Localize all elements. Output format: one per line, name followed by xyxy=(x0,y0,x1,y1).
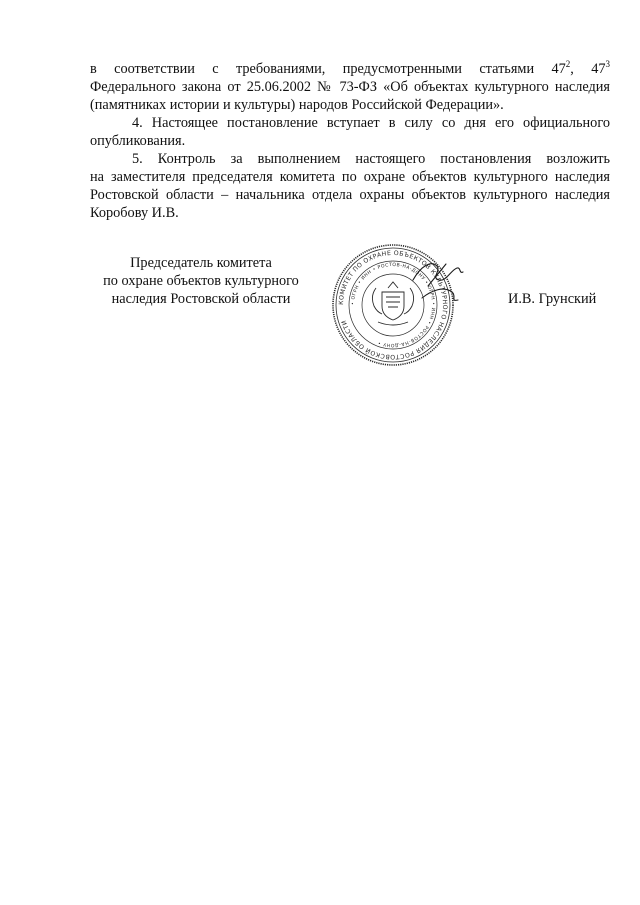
signatory-name: И.В. Грунский xyxy=(508,291,597,307)
signatory-position xyxy=(86,254,316,308)
paragraph-3-line-3: (памятниках истории и культуры) народов Российской Федерации». xyxy=(90,97,504,113)
superscript-article-1: 2 xyxy=(565,59,571,69)
svg-text:• ОГРН • ИНН • РОСТОВ-НА-ДОНУ: • ОГРН • ИНН • РОСТОВ-НА-ДОНУ • ОГРН • ИНН • РОСТОВ-НА-ДОНУ • xyxy=(350,262,436,348)
document-body xyxy=(90,60,610,222)
official-seal-stamp xyxy=(318,240,468,370)
paragraph-3-text-mid: , 47 xyxy=(570,61,606,77)
position-line-1: Председатель комитета xyxy=(130,255,272,271)
seal-lettering-inner xyxy=(350,262,436,348)
paragraph-3-line-2: Федерального закона от 25.06.2002 № 73-ФЗ «Об объектах культурного наследия xyxy=(90,79,610,95)
paragraph-4-line-1: 4. Настоящее постановление вступает в силу со дня его официального xyxy=(132,115,610,131)
position-line-3: наследия Ростовской области xyxy=(111,291,291,307)
paragraph-5-line-2: на заместителя председателя комитета по охране объектов культурного наследия xyxy=(90,169,610,185)
svg-text:КОМИТЕТ ПО ОХРАНЕ ОБЪЕКТОВ КУЛ: КОМИТЕТ ПО ОХРАНЕ ОБЪЕКТОВ КУЛЬТУРНОГО НАСЛЕДИЯ РОСТОВСКОЙ ОБЛАСТИ xyxy=(337,249,449,361)
paragraph-3-text-start: в соответствии с требованиями, предусмотренными статьями 47 xyxy=(90,61,566,77)
superscript-article-2: 3 xyxy=(605,59,610,69)
coat-of-arms-emblem xyxy=(372,282,413,325)
paragraph-4-line-2: опубликования. xyxy=(90,133,186,149)
paragraph-5-line-1: 5. Контроль за выполнением настоящего постановления возложить xyxy=(132,151,610,167)
position-line-2: по охране объектов культурного xyxy=(103,273,299,289)
paragraph-5-line-4: Коробову И.В. xyxy=(90,205,179,221)
paragraph-3-line-1 xyxy=(90,60,610,78)
paragraph-5-line-3: Ростовской области – начальника отдела охраны объектов культурного наследия xyxy=(90,187,610,203)
